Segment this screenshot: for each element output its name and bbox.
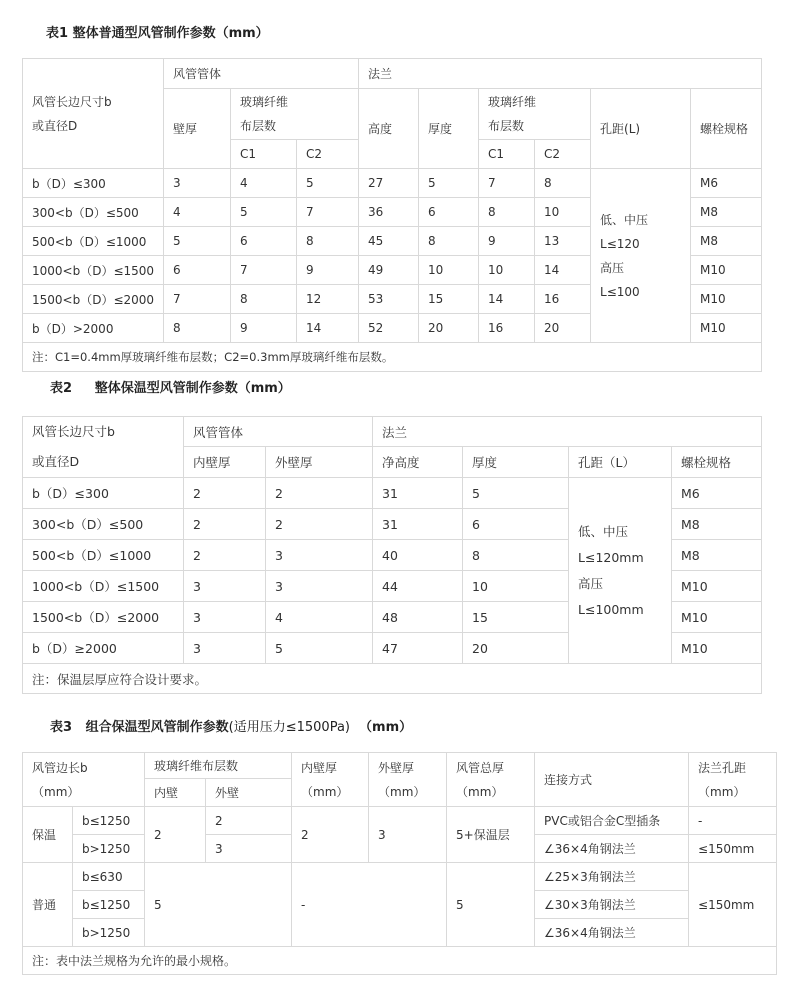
t3-title-prefix: 表3	[50, 720, 73, 735]
t1-cell-thickness: 8	[419, 227, 479, 256]
t1-cell-size: 1500<b（D）≤2000	[23, 285, 164, 314]
t1-cell-c2: 12	[297, 285, 359, 314]
t2-cell-bolt: M8	[672, 509, 762, 540]
t1-cell-fc1: 8	[479, 198, 535, 227]
t1-header-c2: C2	[297, 140, 359, 169]
t1-size-line1: 风管长边尺寸b	[32, 94, 112, 109]
t2-cell-height: 31	[373, 478, 463, 509]
t2-cell-inner: 2	[184, 478, 266, 509]
t1-cell-c1: 4	[231, 169, 297, 198]
table1-title: 表1 整体普通型风管制作参数（mm）	[46, 26, 269, 41]
t1-cell-c1: 9	[231, 314, 297, 343]
t2-cell-inner: 2	[184, 540, 266, 571]
table3	[22, 752, 777, 975]
t3-edge-line2: （mm）	[32, 784, 80, 799]
t3-header-fiber: 玻璃纤维布层数	[145, 753, 292, 779]
t3-cell-outer-layers: 3	[206, 835, 292, 863]
t1-cell-c1: 8	[231, 285, 297, 314]
t1-cell-fc2: 10	[535, 198, 591, 227]
t1-cell-fc1: 9	[479, 227, 535, 256]
t1-header-flange-c1: C1	[479, 140, 535, 169]
t1-cell-fc2: 16	[535, 285, 591, 314]
t1-cell-c2: 14	[297, 314, 359, 343]
t3-title-paren: (适用压力≤1500Pa)	[228, 720, 350, 735]
t1-cell-height: 45	[359, 227, 419, 256]
t3-cell-size: b≤1250	[73, 891, 145, 919]
t3-cell-connection: ∠36×4角钢法兰	[535, 835, 689, 863]
t2-header-thickness: 厚度	[463, 447, 569, 478]
table-row	[23, 863, 777, 891]
t1-hole-line: 低、中压	[600, 212, 649, 227]
t1-cell-c2: 5	[297, 169, 359, 198]
t1-cell-c1: 6	[231, 227, 297, 256]
t2-cell-outer: 5	[266, 633, 373, 664]
t1-cell-bolt: M8	[691, 227, 762, 256]
table1	[22, 58, 762, 372]
t3-outer-thick-line2: （mm）	[378, 784, 426, 799]
t3-flange-hole-line2: （mm）	[698, 784, 746, 799]
t1-header-size	[23, 59, 164, 169]
t2-header-net-height: 净高度	[373, 447, 463, 478]
t2-hole-line: 高压	[578, 575, 604, 591]
t1-cell-thickness: 5	[419, 169, 479, 198]
t2-cell-size: 1000<b（D）≤1500	[23, 571, 184, 602]
t1-cell-height: 27	[359, 169, 419, 198]
t1-cell-height: 36	[359, 198, 419, 227]
t3-cell-hole: -	[689, 807, 777, 835]
t2-header-pipe-body: 风管管体	[184, 417, 373, 447]
t2-header-bolt: 螺栓规格	[672, 447, 762, 478]
t2-header-flange: 法兰	[373, 417, 762, 447]
t3-cell-connection: ∠25×3角钢法兰	[535, 863, 689, 891]
t3-cell-normal-layers: 5	[145, 863, 292, 947]
t3-header-edge	[23, 753, 145, 807]
t2-cell-inner: 2	[184, 509, 266, 540]
t2-header-hole: 孔距（L）	[569, 447, 672, 478]
t2-header-outer: 外壁厚	[266, 447, 373, 478]
t1-note: 注：C1=0.4mm厚玻璃纤维布层数；C2=0.3mm厚玻璃纤维布层数。	[23, 343, 762, 372]
t2-cell-thickness: 6	[463, 509, 569, 540]
t2-cell-height: 48	[373, 602, 463, 633]
t3-cell-connection: PVC或铝合金C型插条	[535, 807, 689, 835]
t3-header-outer: 外壁	[206, 779, 292, 807]
t1-size-line2: 或直径D	[32, 118, 78, 133]
t2-cell-outer: 3	[266, 571, 373, 602]
t2-cell-bolt: M10	[672, 571, 762, 602]
t3-inner-thick-line1: 内壁厚	[301, 760, 338, 775]
t2-cell-height: 47	[373, 633, 463, 664]
t1-cell-fc2: 20	[535, 314, 591, 343]
t1-cell-hole-spacing	[591, 169, 691, 343]
t1-cell-thickness: 20	[419, 314, 479, 343]
t3-cell-outer-thick: 3	[369, 807, 447, 863]
t1-cell-bolt: M10	[691, 256, 762, 285]
t2-cell-outer: 4	[266, 602, 373, 633]
t3-cell-size: b≤1250	[73, 807, 145, 835]
t1-cell-thickness: 10	[419, 256, 479, 285]
t2-header-inner: 内壁厚	[184, 447, 266, 478]
t3-header-connection: 连接方式	[535, 753, 689, 807]
t3-cell-normal-thick: -	[292, 863, 447, 947]
t3-header-total-thick	[447, 753, 535, 807]
t2-cell-inner: 3	[184, 571, 266, 602]
t1-header-height: 高度	[359, 89, 419, 169]
t1-cell-fc1: 16	[479, 314, 535, 343]
t1-header-flange: 法兰	[359, 59, 762, 89]
t2-cell-size: b（D）≤300	[23, 478, 184, 509]
t2-header-size	[23, 417, 184, 478]
t1-header-c1: C1	[231, 140, 297, 169]
t2-cell-thickness: 15	[463, 602, 569, 633]
t3-title-unit: （mm）	[359, 720, 413, 735]
t1-fiber-line1: 玻璃纤维	[240, 95, 289, 109]
t1-cell-size: 300<b（D）≤500	[23, 198, 164, 227]
t2-cell-height: 31	[373, 509, 463, 540]
t1-header-flange-fiber	[479, 89, 591, 140]
table2	[22, 416, 762, 694]
t3-cell-size: b>1250	[73, 919, 145, 947]
table2-title	[50, 377, 291, 396]
t1-cell-wall: 4	[164, 198, 231, 227]
t1-cell-bolt: M10	[691, 314, 762, 343]
t3-cell-normal-total: 5	[447, 863, 535, 947]
t2-cell-thickness: 8	[463, 540, 569, 571]
t3-cell-inner-layers: 2	[145, 807, 206, 863]
t2-hole-line: L≤120mm	[578, 549, 644, 565]
t2-title-text: 整体保温型风管制作参数（mm）	[94, 381, 291, 396]
t3-header-inner-thick	[292, 753, 369, 807]
t1-fiber-line2: 布层数	[240, 119, 277, 133]
t1-cell-fc1: 14	[479, 285, 535, 314]
t1-cell-c1: 7	[231, 256, 297, 285]
t3-outer-thick-line1: 外壁厚	[378, 760, 415, 775]
t1-cell-c2: 7	[297, 198, 359, 227]
t1-cell-wall: 5	[164, 227, 231, 256]
t2-cell-thickness: 5	[463, 478, 569, 509]
t1-cell-fc1: 7	[479, 169, 535, 198]
t2-cell-outer: 3	[266, 540, 373, 571]
t3-note: 注：表中法兰规格为允许的最小规格。	[23, 947, 777, 975]
t1-header-flange-c2: C2	[535, 140, 591, 169]
t3-header-flange-hole	[689, 753, 777, 807]
t2-title-prefix: 表2	[50, 381, 73, 396]
t2-hole-line: L≤100mm	[578, 601, 644, 617]
t1-cell-fc2: 13	[535, 227, 591, 256]
t1-header-hole: 孔距(L)	[591, 89, 691, 169]
t1-cell-c1: 5	[231, 198, 297, 227]
t2-cell-bolt: M10	[672, 602, 762, 633]
t2-cell-size: b（D）≥2000	[23, 633, 184, 664]
t3-cell-inner-thick: 2	[292, 807, 369, 863]
t3-cell-connection: ∠30×3角钢法兰	[535, 891, 689, 919]
t3-header-inner: 内壁	[145, 779, 206, 807]
t3-cell-hole: ≤150mm	[689, 835, 777, 863]
t1-cell-fc2: 8	[535, 169, 591, 198]
t1-hole-line: L≤120	[600, 236, 640, 251]
t1-header-bolt: 螺栓规格	[691, 89, 762, 169]
t1-cell-wall: 6	[164, 256, 231, 285]
t1-header-thickness: 厚度	[419, 89, 479, 169]
t3-cell-size: b>1250	[73, 835, 145, 863]
t3-edge-line1: 风管边长b	[32, 760, 88, 775]
t2-hole-line: 低、中压	[578, 523, 629, 539]
t1-cell-height: 53	[359, 285, 419, 314]
t3-header-outer-thick	[369, 753, 447, 807]
t2-cell-hole-spacing	[569, 478, 672, 664]
t1-cell-height: 52	[359, 314, 419, 343]
t3-cell-size: b≤630	[73, 863, 145, 891]
t2-size-line1: 风管长边尺寸b	[32, 424, 115, 439]
t3-cell-normal-hole: ≤150mm	[689, 863, 777, 947]
t1-cell-thickness: 15	[419, 285, 479, 314]
t1-cell-thickness: 6	[419, 198, 479, 227]
t1-header-fiber	[231, 89, 359, 140]
t2-cell-bolt: M8	[672, 540, 762, 571]
t2-cell-outer: 2	[266, 509, 373, 540]
t3-title-text: 组合保温型风管制作参数	[85, 720, 229, 735]
t1-flange-fiber-line1: 玻璃纤维	[488, 95, 537, 109]
t1-header-wall: 壁厚	[164, 89, 231, 169]
t1-cell-wall: 3	[164, 169, 231, 198]
t1-cell-bolt: M6	[691, 169, 762, 198]
t1-header-pipe-body: 风管管体	[164, 59, 359, 89]
t1-cell-fc2: 14	[535, 256, 591, 285]
table-row	[23, 807, 777, 835]
t2-cell-thickness: 20	[463, 633, 569, 664]
table-row	[23, 478, 762, 509]
t1-cell-height: 49	[359, 256, 419, 285]
t1-hole-line: L≤100	[600, 284, 640, 299]
t3-cell-insulated-label: 保温	[23, 807, 73, 863]
t2-cell-bolt: M6	[672, 478, 762, 509]
t2-cell-height: 40	[373, 540, 463, 571]
t2-cell-size: 1500<b（D）≤2000	[23, 602, 184, 633]
t1-cell-size: b（D）≤300	[23, 169, 164, 198]
t2-cell-bolt: M10	[672, 633, 762, 664]
t2-cell-size: 500<b（D）≤1000	[23, 540, 184, 571]
t1-cell-bolt: M10	[691, 285, 762, 314]
t3-cell-outer-layers: 2	[206, 807, 292, 835]
t1-cell-wall: 7	[164, 285, 231, 314]
t2-cell-inner: 3	[184, 602, 266, 633]
t3-total-thick-line1: 风管总厚	[456, 760, 505, 775]
table-row	[23, 169, 762, 198]
t2-cell-inner: 3	[184, 633, 266, 664]
t2-size-line2: 或直径D	[32, 454, 80, 469]
t3-cell-total-thick: 5+保温层	[447, 807, 535, 863]
t2-cell-size: 300<b（D）≤500	[23, 509, 184, 540]
t3-cell-normal-label: 普通	[23, 863, 73, 947]
t1-cell-fc1: 10	[479, 256, 535, 285]
t1-cell-size: 1000<b（D）≤1500	[23, 256, 164, 285]
t1-cell-c2: 9	[297, 256, 359, 285]
t2-note: 注：保温层厚应符合设计要求。	[23, 664, 762, 694]
t3-flange-hole-line1: 法兰孔距	[698, 760, 747, 775]
t2-cell-height: 44	[373, 571, 463, 602]
t1-cell-c2: 8	[297, 227, 359, 256]
t1-cell-bolt: M8	[691, 198, 762, 227]
t1-cell-size: 500<b（D）≤1000	[23, 227, 164, 256]
t3-total-thick-line2: （mm）	[456, 784, 504, 799]
t2-cell-thickness: 10	[463, 571, 569, 602]
table3-title	[50, 716, 412, 735]
t3-inner-thick-line2: （mm）	[301, 784, 349, 799]
t2-cell-outer: 2	[266, 478, 373, 509]
t1-cell-wall: 8	[164, 314, 231, 343]
t1-hole-line: 高压	[600, 260, 625, 275]
t3-cell-connection: ∠36×4角钢法兰	[535, 919, 689, 947]
t1-flange-fiber-line2: 布层数	[488, 119, 525, 133]
t1-cell-size: b（D）>2000	[23, 314, 164, 343]
